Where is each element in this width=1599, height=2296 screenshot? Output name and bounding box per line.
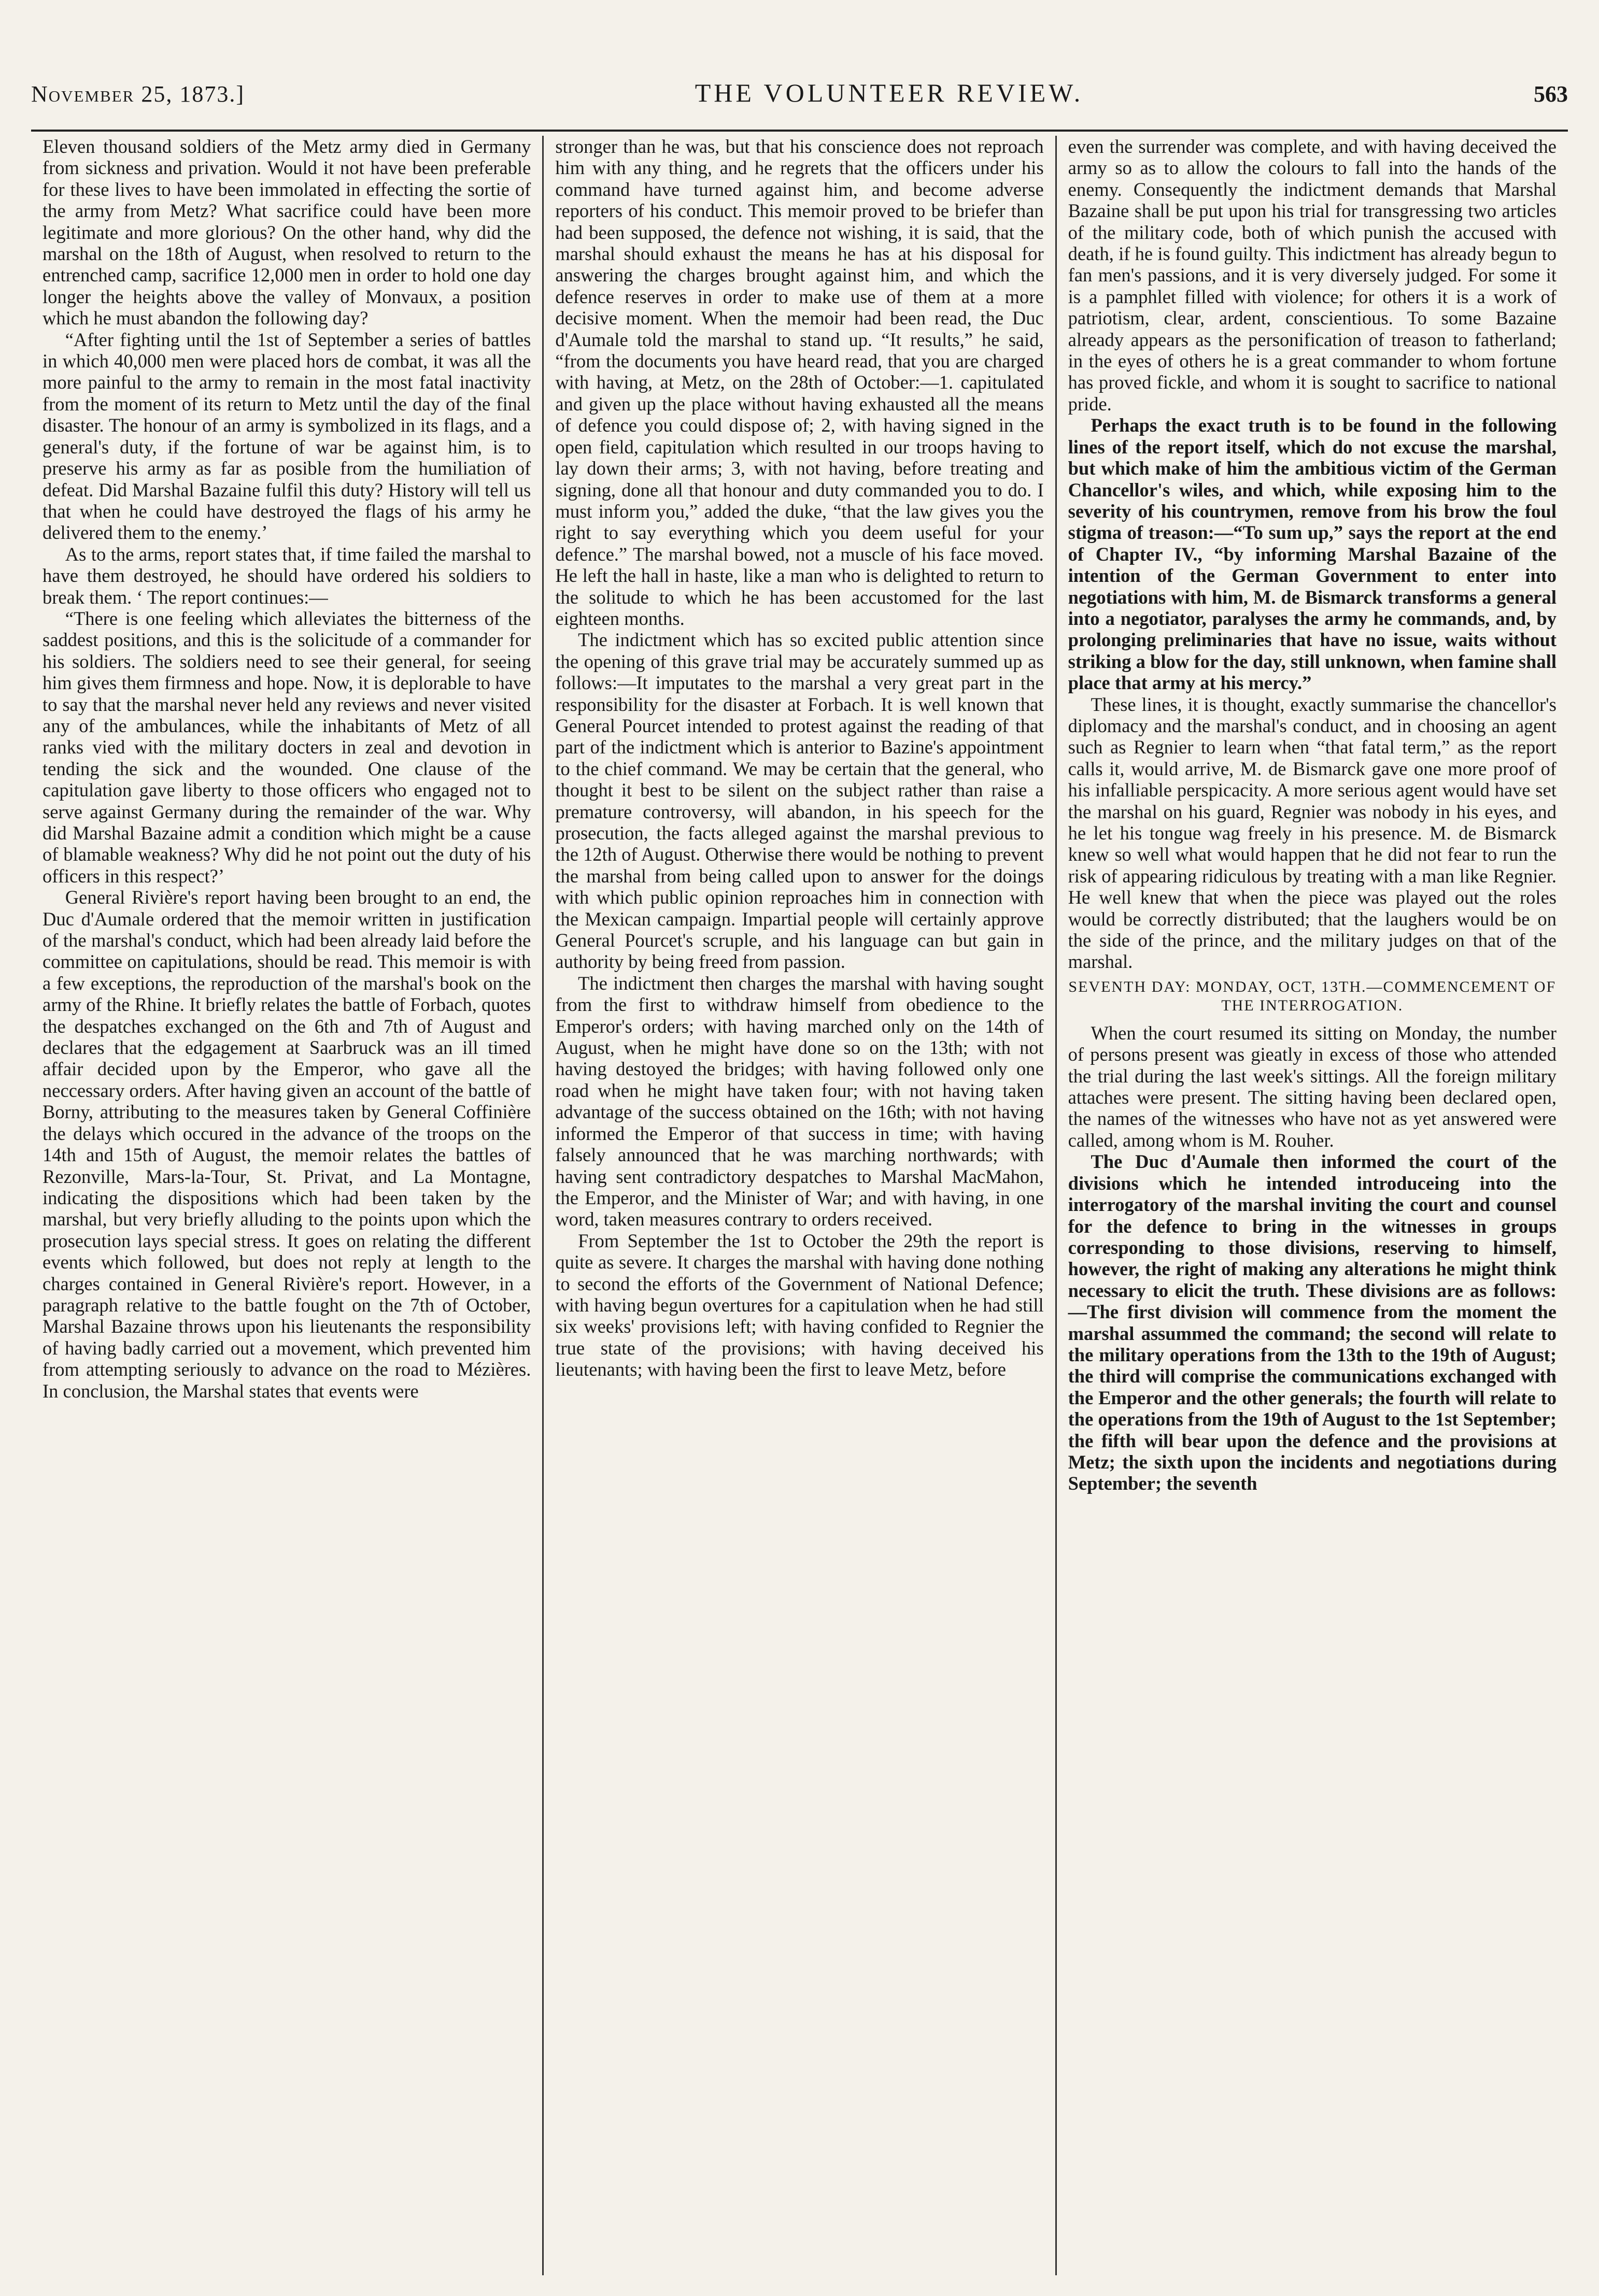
paragraph: When the court resumed its sitting on Monday, the number of persons present was gieatly in excess of those who attended the trial during the last week's sittings. All the foreign military attaches were present. The sitting having been declared open, the names of the witnesses who have not as yet answered were called, among whom is M. Rouher.: [1068, 1022, 1556, 1151]
publication-title: THE VOLUNTEER REVIEW.: [695, 78, 1084, 107]
paragraph: “There is one feeling which alleviates the bitterness of the saddest positions, and this is the solicitude of a commander for his soldiers. The soldiers need to see their general, for seeing him gives them firmness and hope. Now, it is deplorable to have to say that the marshal never held any reviews and never visited any of the ambulances, while the inhabitants of Metz of all ranks vied with the military docters in zeal and devotion in tending the sick and the wounded. One clause of the capitulation gave liberty to those officers who engaged not to serve against Germany during the remainder of the war. Why did Marshal Bazaine admit a condition which might be a cause of blamable weakness? Why did he not point out the duty of his officers in this respect?’: [43, 607, 531, 887]
paragraph: As to the arms, report states that, if time failed the marshal to have them destroyed, he should have ordered his soldiers to break them. ‘ The report continues:—: [43, 543, 531, 608]
column-3: [1055, 136, 1568, 2275]
paragraph: even the surrender was complete, and with having deceived the army so as to allow the colours to fall into the hands of the enemy. Consequently the indictment demands that Marshal Bazaine shall be put upon his trial for transgressing two articles of the military code, both of which punish the accused with death, if he is found guilty. This indictment has already begun to fan men's passions, and it is very diversely judged. For some it is a pamphlet filled with violence; for others it is a work of patriotism, clear, ardent, conscientious. To some Bazaine already appears as the personification of treason to fatherland; in the eyes of others he is a great commander to whom fortune has proved fickle, and whom it is sought to sacrifice to national pride.: [1068, 136, 1556, 415]
header-rule: [31, 130, 1568, 132]
paragraph: Eleven thousand soldiers of the Metz army died in Germany from sickness and privation. Would it not have been preferable for these lives to have been immolated in effecting the sortie of the army from Metz? What sacrifice could have been more legitimate and more glorious? On the other hand, why did the marshal on the 18th of August, when resolved to return to the entrenched camp, sacrifice 12,000 men in order to hold one day longer the heights above the valley of Monvaux, a position which he must abandon the following day?: [43, 136, 531, 329]
column-2: [542, 136, 1055, 2275]
page-number: 563: [1533, 81, 1568, 107]
column-1: [31, 136, 542, 2275]
running-head: [31, 78, 1568, 119]
paragraph: The indictment then charges the marshal with having sought from the first to withdraw himself from obedience to the Emperor's orders; with having marched only on the 14th of August, when he might have done so on the 13th; with not having destoyed the bridges; with having followed only one road when he might have taken four; with not having taken advantage of the success obtained on the 16th; with not having informed the Emperor of that success in time; with having falsely announced that he was marching northwards; with having sent contradictory despatches to Marshal MacMahon, the Emperor, and the Minister of War; and with having, in one word, taken measures contrary to orders received.: [555, 972, 1044, 1230]
paragraph: The Duc d'Aumale then informed the court of the divisions which he intended introduceing into the interrogatory of the marshal inviting the court and counsel for the defence to bring in the witnesses in groups corresponding to those divisions, reserving to himself, however, the right of making any alterations he might think necessary to elicit the truth. These divisions are as follows:—The first division will commence from the moment the marshal assummed the command; the second will relate to the military operations from the 13th to the 19th of August; the third will comprise the communications exchanged with the Emperor and the other generals; the fourth will relate to the operations from the 19th of August to the 1st September; the fifth will bear upon the defence and the provisions at Metz; the sixth upon the incidents and negotiations during September; the seventh: [1068, 1151, 1556, 1494]
text-columns: [31, 136, 1568, 2275]
paragraph: These lines, it is thought, exactly summarise the chancellor's diplomacy and the marshal's conduct, and in choosing an agent such as Regnier to learn when “that fatal term,” as the report calls it, would arrive, M. de Bismarck gave one more proof of his infalliable perspicacity. A more serious agent would have set the marshal on his guard, Regnier was nobody in his eyes, and he let his tongue wag freely in his presence. M. de Bismarck knew so well what would happen that he did not fear to run the risk of appearing ridiculous by treating with a man like Regnier. He well knew that when the piece was played out the roles would be correctly distributed; that the laughers would be on the side of the prince, and the military judges on that of the marshal.: [1068, 693, 1556, 973]
issue-date: November 25, 1873.]: [31, 81, 245, 107]
paragraph: From September the 1st to October the 29th the report is quite as severe. It charges the marshal with having done nothing to second the efforts of the Government of National Defence; with having begun overtures for a capitulation when he had still six weeks' provisions left; with having confided to Regnier the true state of the provisions; with having deceived his lieutenants; with having been the first to leave Metz, before: [555, 1230, 1044, 1380]
paragraph: “After fighting until the 1st of September a series of battles in which 40,000 men were placed hors de combat, it was all the more painful to the army to remain in the most fatal inactivity from the moment of its return to Metz until the day of the final disaster. The honour of an army is symbolized in its flags, and a general's duty, if the fortune of war be against him, is to preserve his army as far as posible from the humiliation of defeat. Did Marshal Bazaine fulfil this duty? History will tell us that when he could have destroyed the flags of his army he delivered them to the enemy.’: [43, 329, 531, 544]
paragraph: stronger than he was, but that his conscience does not reproach him with any thing, and he regrets that the officers under his command have turned against him, and become adverse reporters of his conduct. This memoir proved to be briefer than had been supposed, the defence not wishing, it is said, that the marshal should exhaust the means he has at his disposal for answering the charges brought against him, and which the defence reserves in order to make use of them at a more decisive moment. When the memoir had been read, the Duc d'Aumale told the marshal to stand up. “It results,” he said, “from the documents you have heard read, that you are charged with having, at Metz, on the 28th of October:—1. capitulated and given up the place without having exhausted all the means of defence you could dispose of; 2, with having signed in the open field, capitulation which resulted in our troops having to lay down their arms; 3, with not having, before treating and signing, done all that honour and duty commanded you to do. I must inform you,” added the duke, “that the law gives you the right to say everything which you deem useful for your defence.” The marshal bowed, not a muscle of his face moved. He left the hall in haste, like a man who is delighted to return to the solitude to which he has been accustomed for the last eighteen months.: [555, 136, 1044, 629]
paragraph: General Rivière's report having been brought to an end, the Duc d'Aumale ordered that the memoir written in justification of the marshal's conduct, which had been already laid before the committee on capitulations, should be read. This memoir is with a few exceptions, the reproduction of the marshal's book on the army of the Rhine. It briefly relates the battle of Forbach, quotes the despatches exchanged on the 6th and 7th of August and declares that the edgagement at Saarbruck was an ill timed affair decided upon by the Emperor, who gave all the neccessary orders. After having given an account of the battle of Borny, attributing to the measures taken by General Coffinière the delays which occured in the advance of the troops on the 14th and 15th of August, the memoir relates the battles of Rezonville, Mars-la-Tour, St. Privat, and La Montagne, indicating the dispositions which had been taken by the marshal, but very briefly alluding to the points upon which the prosecution lays special stress. It goes on relating the different events which followed, but does not reply at length to the charges contained in General Rivière's report. However, in a paragraph relative to the battle fought on the 7th of October, Marshal Bazaine throws upon his lieutenants the responsibility of having badly carried out a movement, which prevented him from attempting seriously to advance on the road to Mézières. In conclusion, the Marshal states that events were: [43, 887, 531, 1402]
paragraph: Perhaps the exact truth is to be found in the following lines of the report itself, which do not excuse the marshal, but which make of him the ambitious victim of the German Chancellor's wiles, and which, while exposing him to the severity of his countrymen, remove from his brow the foul stigma of treason:—“To sum up,” says the report at the end of Chapter IV., “by informing Marshal Bazaine of the intention of the German Government to enter into negotiations with him, M. de Bismarck transforms a general into a negotiator, paralyses the army he commands, and, by prolonging preliminaries that have no issue, waits without striking a blow for the day, still unknown, when famine shall place that army at his mercy.”: [1068, 415, 1556, 694]
section-heading: SEVENTH DAY: MONDAY, OCT, 13TH.—COMMENCEMENT OF THE INTERROGATION.: [1068, 978, 1556, 1014]
paragraph: The indictment which has so excited public attention since the opening of this grave trial may be accurately summed up as follows:—It imputates to the marshal a very great part in the responsibility for the disaster at Forbach. It is well known that General Pourcet intended to protest against the reading of that part of the indictment which is anterior to Bazine's appointment to the chief command. We may be certain that the general, who thought it best to be silent on the subject rather than raise a premature controversy, will abandon, in his speech for the prosecution, the facts alleged against the marshal previous to the 12th of August. Otherwise there would be nothing to prevent the marshal from being called upon to answer for the doings with which public opinion reproaches him in connection with the Mexican campaign. Impartial people will certainly approve General Pourcet's scruple, and his language can but gain in authority by being freed from passion.: [555, 629, 1044, 973]
